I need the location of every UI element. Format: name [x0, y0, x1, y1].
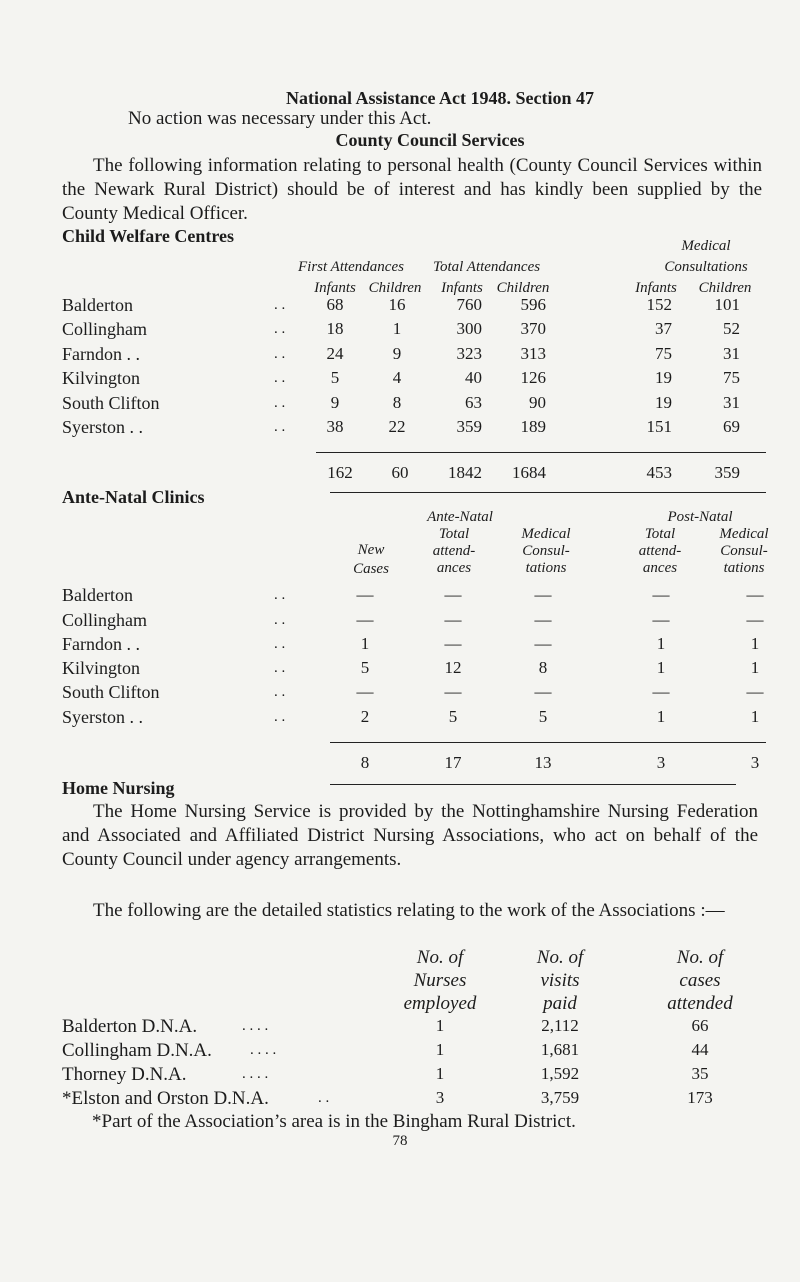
hn-col-line: attended: [667, 993, 733, 1014]
hn-row-name: *Elston and Orston D.N.A.: [62, 1088, 269, 1109]
an-cell: 1: [750, 707, 760, 726]
cw-cell: 1: [392, 319, 402, 338]
an-col-line: Consul-: [522, 543, 570, 559]
cw-row-name: Collingham: [62, 319, 147, 339]
hn-row-name: Balderton D.N.A.: [62, 1016, 198, 1037]
an-cell: —: [444, 634, 462, 653]
cw-sub-infants-3: Infants: [635, 280, 677, 296]
no-action-line: No action was necessary under this Act.: [128, 108, 432, 129]
cw-cell: 8: [392, 393, 402, 412]
an-col-line: ances: [436, 560, 472, 576]
an-cell: —: [746, 682, 764, 701]
cw-cell: 38: [326, 417, 344, 436]
hn-col-line: paid: [543, 993, 577, 1014]
cw-cell: 126: [520, 368, 546, 387]
hn-row-name: Thorney D.N.A.: [62, 1064, 187, 1085]
an-col-medical-consultations: [502, 526, 590, 577]
cw-cell: 596: [520, 295, 546, 314]
cw-row-dots: . .: [274, 419, 286, 435]
an-col-line: attend-: [638, 543, 682, 559]
cw-cell: 19: [655, 368, 672, 387]
hn-row-name: Collingham D.N.A.: [62, 1040, 212, 1061]
cw-cell: 313: [520, 344, 546, 363]
an-cell: —: [652, 682, 670, 701]
hn-col-line: No. of: [536, 947, 584, 968]
hn-col-visits-paid: [500, 946, 620, 1015]
cw-cell: 75: [655, 344, 672, 363]
cw-total: 1684: [512, 463, 546, 482]
cw-cell: 9: [330, 393, 340, 412]
an-cell: 5: [448, 707, 458, 726]
cw-cell: 52: [723, 319, 740, 338]
an-cell: 1: [750, 658, 760, 677]
hn-col-line: No. of: [676, 947, 724, 968]
hn-cell: 1: [435, 1016, 445, 1035]
hn-cell: 3: [435, 1088, 445, 1107]
an-header-post-natal: Post-Natal: [667, 509, 733, 525]
an-cell: 1: [750, 634, 760, 653]
page-number: 78: [392, 1133, 408, 1149]
hn-row-dots: . .: [318, 1090, 330, 1106]
cw-total-rule-bottom: [330, 492, 766, 493]
an-total: 17: [444, 753, 462, 772]
an-cell: 5: [360, 658, 370, 677]
statistics-text: The following are the detailed statistics relating to the work of the Associations :—: [93, 900, 725, 921]
cw-row-name: Syerston . .: [62, 417, 143, 437]
cw-header-consultations: Consultations: [664, 259, 748, 275]
an-row-name: South Clifton: [62, 682, 160, 702]
cw-sub-children-2: Children: [496, 280, 550, 296]
cw-total: 60: [391, 463, 409, 482]
an-cell: —: [534, 585, 552, 604]
cw-row-dots: . .: [274, 395, 286, 411]
an-row-name: Kilvington: [62, 658, 141, 678]
home-nursing-paragraph: [62, 800, 758, 872]
cw-header-total-attendances: Total Attendances: [433, 259, 541, 275]
an-row-name: Farndon . .: [62, 634, 140, 654]
an-cell: —: [534, 682, 552, 701]
hn-cell: 35: [691, 1064, 709, 1083]
an-col-line: Total: [438, 526, 470, 542]
an-col-line: Consul-: [720, 543, 768, 559]
an-total-rule-top: [330, 742, 766, 743]
an-col-post-medical-consultations: [700, 526, 788, 577]
cw-total: 162: [327, 463, 353, 482]
an-cell: 1: [656, 707, 666, 726]
an-col-line: attend-: [432, 543, 476, 559]
an-col-post-total-attendances: [620, 526, 700, 577]
an-total: 3: [656, 753, 666, 772]
cw-cell: 359: [456, 417, 482, 436]
child-welfare-title: Child Welfare Centres: [62, 226, 234, 246]
cw-sub-children-1: Children: [368, 280, 422, 296]
an-row-dots: . .: [274, 636, 286, 652]
hn-cell: 44: [691, 1040, 709, 1059]
cw-cell: 63: [465, 393, 482, 412]
cw-cell: 5: [330, 368, 340, 387]
cw-cell: 75: [723, 368, 740, 387]
an-col-line: tations: [723, 560, 765, 576]
an-cell: —: [444, 610, 462, 629]
cw-cell: 31: [723, 344, 740, 363]
hn-row-dots: . . . .: [242, 1018, 269, 1034]
hn-cell: 1: [435, 1040, 445, 1059]
cw-total: 1842: [448, 463, 482, 482]
an-cell: 5: [538, 707, 548, 726]
cw-total-rule-top: [316, 452, 766, 453]
an-row-dots: . .: [274, 612, 286, 628]
cw-cell: 300: [456, 319, 482, 338]
cw-cell: 90: [529, 393, 546, 412]
an-cell: —: [652, 585, 670, 604]
cw-cell: 152: [646, 295, 672, 314]
an-row-dots: . .: [274, 587, 286, 603]
cw-row-dots: . .: [274, 370, 286, 386]
cw-row-dots: . .: [274, 321, 286, 337]
an-col-line: Cases: [353, 561, 389, 577]
cw-cell: 9: [392, 344, 402, 363]
an-cell: 1: [656, 634, 666, 653]
footnote: *Part of the Association’s area is in the Bingham Rural District.: [92, 1111, 576, 1132]
ante-natal-title: Ante-Natal Clinics: [62, 487, 205, 507]
an-cell: —: [356, 682, 374, 701]
hn-cell: 173: [687, 1088, 713, 1107]
statistics-paragraph: [62, 899, 758, 923]
cw-total: 453: [646, 463, 672, 482]
an-cell: —: [746, 610, 764, 629]
an-col-line: New: [357, 542, 385, 558]
an-cell: —: [652, 610, 670, 629]
cw-row-name: Farndon . .: [62, 344, 140, 364]
hn-cell: 1,592: [540, 1064, 580, 1083]
an-col-line: Medical: [719, 526, 769, 542]
cw-cell: 189: [520, 417, 546, 436]
cw-row-name: Balderton: [62, 295, 133, 315]
an-total-rule-bottom: [330, 784, 736, 785]
cw-cell: 4: [392, 368, 402, 387]
heading-county-council: County Council Services: [335, 130, 525, 150]
an-total: 13: [534, 753, 552, 772]
an-cell: 1: [360, 634, 370, 653]
cw-header-first-attendances: First Attendances: [298, 259, 404, 275]
an-cell: 8: [538, 658, 548, 677]
cw-row-name: South Clifton: [62, 393, 160, 413]
an-col-new-cases: [336, 541, 406, 579]
an-row-dots: . .: [274, 709, 286, 725]
an-row-name: Collingham: [62, 610, 147, 630]
an-col-line: Total: [644, 526, 676, 542]
hn-cell: 66: [691, 1016, 709, 1035]
home-nursing-text: The Home Nursing Service is provided by the Nottinghamshire Nursing Federation and Associated and Affiliated District Nursing Associations, who act on behalf of the County Council under agency arrangements.: [62, 801, 758, 870]
cw-cell: 69: [723, 417, 740, 436]
an-cell: —: [356, 585, 374, 604]
cw-cell: 18: [326, 319, 344, 338]
an-col-line: tations: [525, 560, 567, 576]
hn-col-line: employed: [403, 993, 477, 1014]
home-nursing-title: Home Nursing: [62, 778, 175, 798]
cw-cell: 31: [723, 393, 740, 412]
hn-col-cases-attended: [640, 946, 760, 1015]
cw-cell: 101: [714, 295, 740, 314]
cw-row-dots: . .: [274, 297, 286, 313]
an-col-line: Medical: [521, 526, 571, 542]
cw-cell: 760: [456, 295, 482, 314]
an-cell: —: [534, 610, 552, 629]
hn-cell: 2,112: [541, 1016, 579, 1035]
cw-cell: 323: [456, 344, 482, 363]
intro-paragraph: [62, 154, 762, 226]
an-cell: 1: [656, 658, 666, 677]
an-total: 8: [360, 753, 370, 772]
an-header-ante-natal: Ante-Natal: [427, 509, 493, 525]
cw-cell: 19: [655, 393, 672, 412]
hn-cell: 3,759: [540, 1088, 580, 1107]
cw-cell: 24: [326, 344, 344, 363]
an-row-dots: . .: [274, 684, 286, 700]
hn-row-dots: . . . .: [242, 1066, 269, 1082]
heading-national-assistance: National Assistance Act 1948. Section 47: [286, 88, 594, 108]
an-row-name: Balderton: [62, 585, 133, 605]
hn-cell: 1: [435, 1064, 445, 1083]
hn-col-line: Nurses: [413, 970, 467, 991]
an-cell: —: [444, 585, 462, 604]
hn-col-line: No. of: [416, 947, 464, 968]
hn-col-nurses-employed: [380, 946, 500, 1015]
cw-cell: 37: [655, 319, 672, 338]
an-cell: —: [356, 610, 374, 629]
an-col-total-attendances: [414, 526, 494, 577]
cw-total: 359: [714, 463, 740, 482]
cw-sub-infants-1: Infants: [314, 280, 356, 296]
cw-sub-infants-2: Infants: [441, 280, 483, 296]
hn-col-line: visits: [540, 970, 580, 991]
an-cell: 2: [360, 707, 370, 726]
cw-cell: 40: [465, 368, 482, 387]
cw-cell: 16: [388, 295, 406, 314]
hn-cell: 1,681: [540, 1040, 580, 1059]
cw-header-medical: Medical: [681, 238, 731, 254]
hn-row-dots: . . . .: [250, 1042, 277, 1058]
an-row-name: Syerston . .: [62, 707, 143, 727]
an-cell: —: [534, 634, 552, 653]
cw-row-name: Kilvington: [62, 368, 141, 388]
cw-cell: 68: [326, 295, 344, 314]
intro-text: The following information relating to personal health (County Council Services within the Newark Rural District) should be of interest and has kindly been supplied by the County Medical Officer.: [62, 155, 762, 224]
an-row-dots: . .: [274, 660, 286, 676]
an-total: 3: [750, 753, 760, 772]
cw-sub-children-3: Children: [698, 280, 752, 296]
an-col-line: ances: [642, 560, 678, 576]
an-cell: —: [444, 682, 462, 701]
cw-cell: 151: [646, 417, 672, 436]
cw-cell: 370: [520, 319, 546, 338]
cw-row-dots: . .: [274, 346, 286, 362]
an-cell: 12: [444, 658, 462, 677]
hn-col-line: cases: [679, 970, 721, 991]
an-cell: —: [746, 585, 764, 604]
cw-cell: 22: [388, 417, 406, 436]
